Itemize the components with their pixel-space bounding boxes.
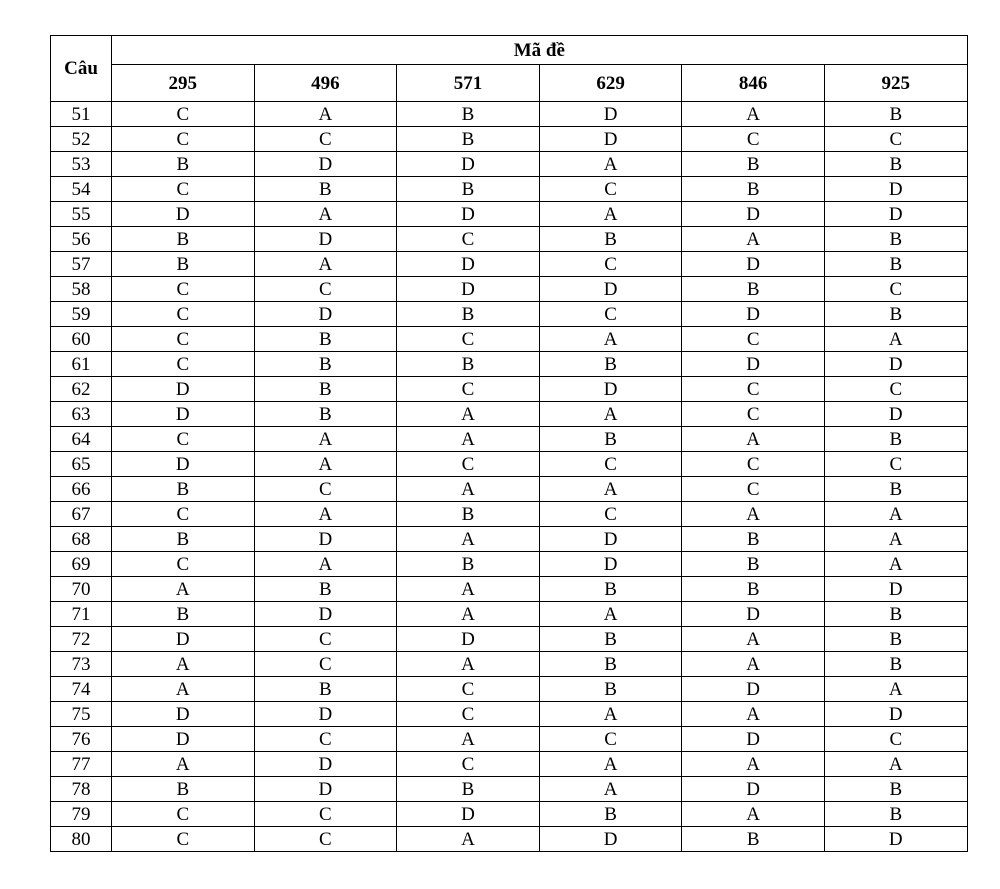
answer-cell: A [539, 602, 682, 627]
answer-cell: C [112, 827, 255, 852]
table-row [51, 427, 968, 452]
answer-cell: C [112, 277, 255, 302]
answer-cell: D [112, 377, 255, 402]
answer-cell: C [254, 277, 397, 302]
answer-cell: A [397, 477, 540, 502]
question-number-cell: 63 [51, 402, 112, 427]
exam-code-header: 846 [682, 65, 825, 102]
answer-cell: D [254, 527, 397, 552]
answer-cell: D [682, 727, 825, 752]
question-number-cell: 74 [51, 677, 112, 702]
table-row [51, 327, 968, 352]
answer-cell: C [824, 377, 967, 402]
table-row [51, 577, 968, 602]
table-row [51, 277, 968, 302]
answer-cell: C [112, 352, 255, 377]
answer-cell: D [397, 202, 540, 227]
answer-cell: B [824, 477, 967, 502]
answer-cell: B [539, 577, 682, 602]
answer-cell: C [254, 827, 397, 852]
question-number-cell: 57 [51, 252, 112, 277]
answer-cell: B [112, 252, 255, 277]
answer-cell: B [539, 652, 682, 677]
answer-cell: A [254, 552, 397, 577]
answer-cell: C [397, 452, 540, 477]
table-row [51, 302, 968, 327]
answer-cell: A [539, 702, 682, 727]
answer-cell: B [254, 327, 397, 352]
question-number-cell: 79 [51, 802, 112, 827]
table-body [51, 102, 968, 852]
table-row [51, 152, 968, 177]
question-number-cell: 66 [51, 477, 112, 502]
question-number-cell: 73 [51, 652, 112, 677]
answer-cell: B [682, 577, 825, 602]
table-row [51, 777, 968, 802]
answer-cell: C [254, 727, 397, 752]
answer-cell: D [682, 352, 825, 377]
table-row [51, 252, 968, 277]
answer-cell: B [254, 402, 397, 427]
answer-cell: C [112, 427, 255, 452]
answer-cell: A [539, 152, 682, 177]
answer-cell: C [682, 477, 825, 502]
answer-cell: B [397, 177, 540, 202]
table-row [51, 177, 968, 202]
answer-cell: B [824, 627, 967, 652]
answer-cell: C [824, 277, 967, 302]
answer-cell: C [112, 802, 255, 827]
answer-cell: B [824, 652, 967, 677]
question-number-cell: 78 [51, 777, 112, 802]
answer-cell: B [397, 352, 540, 377]
table-row [51, 652, 968, 677]
answer-cell: A [254, 252, 397, 277]
question-column-header: Câu [51, 36, 112, 102]
answer-cell: B [539, 677, 682, 702]
answer-cell: B [112, 477, 255, 502]
table-header [51, 36, 968, 102]
answer-cell: B [824, 102, 967, 127]
answer-cell: C [682, 127, 825, 152]
exam-code-group-header: Mã đề [112, 36, 968, 65]
answer-cell: B [254, 177, 397, 202]
answer-cell: A [397, 727, 540, 752]
answer-cell: D [824, 177, 967, 202]
answer-cell: D [397, 252, 540, 277]
exam-code-header: 496 [254, 65, 397, 102]
answer-cell: B [824, 427, 967, 452]
answer-cell: C [397, 752, 540, 777]
answer-cell: A [682, 702, 825, 727]
answer-cell: B [254, 577, 397, 602]
answer-cell: A [824, 502, 967, 527]
question-number-cell: 70 [51, 577, 112, 602]
question-number-cell: 68 [51, 527, 112, 552]
exam-code-header: 571 [397, 65, 540, 102]
answer-key-table [50, 35, 968, 852]
answer-cell: A [682, 752, 825, 777]
answer-cell: B [824, 602, 967, 627]
answer-cell: B [682, 277, 825, 302]
answer-cell: C [539, 302, 682, 327]
question-number-cell: 58 [51, 277, 112, 302]
exam-code-header: 925 [824, 65, 967, 102]
question-number-cell: 54 [51, 177, 112, 202]
answer-cell: A [824, 752, 967, 777]
answer-cell: A [824, 527, 967, 552]
answer-cell: C [539, 452, 682, 477]
answer-cell: A [112, 752, 255, 777]
table-row [51, 102, 968, 127]
answer-cell: A [397, 402, 540, 427]
answer-cell: A [397, 577, 540, 602]
answer-cell: D [682, 202, 825, 227]
answer-cell: B [682, 152, 825, 177]
answer-cell: C [539, 727, 682, 752]
answer-cell: D [824, 702, 967, 727]
table-row [51, 352, 968, 377]
answer-cell: A [397, 827, 540, 852]
answer-cell: C [682, 402, 825, 427]
answer-cell: B [397, 502, 540, 527]
table-row [51, 827, 968, 852]
answer-cell: D [682, 252, 825, 277]
answer-cell: B [112, 227, 255, 252]
answer-cell: A [112, 677, 255, 702]
answer-cell: A [824, 327, 967, 352]
answer-cell: A [254, 102, 397, 127]
answer-cell: C [254, 652, 397, 677]
answer-cell: A [539, 477, 682, 502]
answer-cell: C [112, 127, 255, 152]
answer-cell: A [682, 627, 825, 652]
question-number-cell: 76 [51, 727, 112, 752]
answer-cell: D [682, 302, 825, 327]
question-number-cell: 64 [51, 427, 112, 452]
answer-cell: D [539, 377, 682, 402]
table-row [51, 702, 968, 727]
answer-cell: D [112, 702, 255, 727]
answer-cell: C [112, 102, 255, 127]
answer-cell: C [112, 302, 255, 327]
table-row [51, 227, 968, 252]
answer-cell: A [682, 102, 825, 127]
answer-cell: D [254, 702, 397, 727]
answer-cell: C [824, 452, 967, 477]
answer-cell: B [682, 527, 825, 552]
answer-cell: C [539, 177, 682, 202]
answer-cell: C [824, 727, 967, 752]
question-number-cell: 65 [51, 452, 112, 477]
answer-cell: A [539, 752, 682, 777]
answer-cell: B [397, 102, 540, 127]
answer-cell: D [824, 577, 967, 602]
answer-cell: D [539, 127, 682, 152]
answer-cell: B [824, 252, 967, 277]
answer-cell: D [397, 627, 540, 652]
answer-cell: B [824, 152, 967, 177]
answer-cell: C [539, 502, 682, 527]
answer-cell: B [254, 352, 397, 377]
question-number-cell: 61 [51, 352, 112, 377]
answer-cell: C [397, 227, 540, 252]
answer-cell: C [539, 252, 682, 277]
question-number-cell: 62 [51, 377, 112, 402]
answer-cell: D [112, 452, 255, 477]
answer-cell: A [397, 652, 540, 677]
table-row [51, 377, 968, 402]
answer-cell: A [824, 552, 967, 577]
answer-cell: B [539, 627, 682, 652]
answer-cell: D [254, 752, 397, 777]
table-row [51, 402, 968, 427]
answer-cell: B [112, 527, 255, 552]
answer-cell: B [539, 352, 682, 377]
answer-cell: B [539, 227, 682, 252]
question-number-cell: 80 [51, 827, 112, 852]
answer-cell: C [112, 177, 255, 202]
answer-cell: C [112, 552, 255, 577]
exam-code-header: 295 [112, 65, 255, 102]
answer-cell: D [254, 302, 397, 327]
table-row [51, 452, 968, 477]
answer-cell: A [682, 802, 825, 827]
answer-cell: C [682, 452, 825, 477]
answer-cell: A [539, 327, 682, 352]
answer-cell: B [824, 227, 967, 252]
answer-cell: D [824, 827, 967, 852]
answer-cell: D [824, 402, 967, 427]
answer-cell: A [397, 602, 540, 627]
answer-cell: A [254, 202, 397, 227]
answer-cell: B [824, 777, 967, 802]
question-number-cell: 71 [51, 602, 112, 627]
answer-cell: D [254, 152, 397, 177]
answer-cell: A [824, 677, 967, 702]
answer-cell: D [539, 552, 682, 577]
answer-cell: D [539, 102, 682, 127]
answer-cell: C [397, 677, 540, 702]
answer-cell: B [539, 802, 682, 827]
answer-cell: A [112, 652, 255, 677]
answer-cell: D [112, 402, 255, 427]
answer-cell: A [254, 502, 397, 527]
question-number-cell: 60 [51, 327, 112, 352]
answer-cell: C [824, 127, 967, 152]
table-row [51, 477, 968, 502]
answer-cell: B [112, 777, 255, 802]
question-number-cell: 72 [51, 627, 112, 652]
answer-cell: D [254, 602, 397, 627]
answer-cell: D [824, 352, 967, 377]
answer-cell: D [682, 677, 825, 702]
answer-cell: B [112, 152, 255, 177]
table-row [51, 677, 968, 702]
answer-cell: D [397, 152, 540, 177]
answer-cell: A [539, 402, 682, 427]
answer-cell: A [682, 652, 825, 677]
answer-cell: D [112, 202, 255, 227]
answer-cell: D [539, 827, 682, 852]
question-number-cell: 75 [51, 702, 112, 727]
answer-cell: C [682, 327, 825, 352]
question-number-cell: 69 [51, 552, 112, 577]
answer-cell: C [112, 327, 255, 352]
answer-cell: C [254, 627, 397, 652]
answer-cell: D [397, 802, 540, 827]
answer-cell: D [397, 277, 540, 302]
answer-cell: C [397, 702, 540, 727]
answer-cell: A [112, 577, 255, 602]
table-row [51, 552, 968, 577]
question-number-cell: 53 [51, 152, 112, 177]
answer-cell: D [112, 727, 255, 752]
answer-cell: B [112, 602, 255, 627]
answer-cell: D [682, 602, 825, 627]
answer-cell: A [397, 527, 540, 552]
answer-cell: C [254, 477, 397, 502]
answer-cell: B [682, 827, 825, 852]
table-row [51, 727, 968, 752]
table-row [51, 627, 968, 652]
answer-cell: A [539, 777, 682, 802]
table-row [51, 752, 968, 777]
question-number-cell: 56 [51, 227, 112, 252]
answer-cell: B [539, 427, 682, 452]
table-row [51, 527, 968, 552]
answer-cell: C [682, 377, 825, 402]
question-number-cell: 77 [51, 752, 112, 777]
answer-cell: C [397, 327, 540, 352]
answer-cell: D [682, 777, 825, 802]
table-row [51, 602, 968, 627]
question-number-cell: 67 [51, 502, 112, 527]
answer-cell: D [112, 627, 255, 652]
answer-cell: D [824, 202, 967, 227]
question-number-cell: 52 [51, 127, 112, 152]
answer-cell: A [254, 452, 397, 477]
answer-cell: B [254, 377, 397, 402]
answer-cell: C [254, 802, 397, 827]
answer-cell: A [682, 227, 825, 252]
answer-cell: D [539, 527, 682, 552]
answer-cell: D [539, 277, 682, 302]
answer-cell: C [397, 377, 540, 402]
answer-cell: B [682, 552, 825, 577]
question-number-cell: 59 [51, 302, 112, 327]
table-row [51, 802, 968, 827]
answer-cell: B [682, 177, 825, 202]
answer-cell: D [254, 227, 397, 252]
answer-cell: C [112, 502, 255, 527]
answer-cell: B [397, 777, 540, 802]
exam-code-header: 629 [539, 65, 682, 102]
answer-cell: B [397, 302, 540, 327]
answer-cell: D [254, 777, 397, 802]
answer-cell: C [254, 127, 397, 152]
answer-cell: A [539, 202, 682, 227]
answer-cell: A [397, 427, 540, 452]
answer-cell: A [682, 427, 825, 452]
question-number-cell: 55 [51, 202, 112, 227]
answer-cell: A [682, 502, 825, 527]
table-row [51, 127, 968, 152]
table-row [51, 202, 968, 227]
answer-cell: B [254, 677, 397, 702]
answer-cell: B [397, 127, 540, 152]
table-row [51, 502, 968, 527]
answer-cell: B [397, 552, 540, 577]
answer-cell: A [254, 427, 397, 452]
answer-cell: B [824, 802, 967, 827]
question-number-cell: 51 [51, 102, 112, 127]
answer-cell: B [824, 302, 967, 327]
